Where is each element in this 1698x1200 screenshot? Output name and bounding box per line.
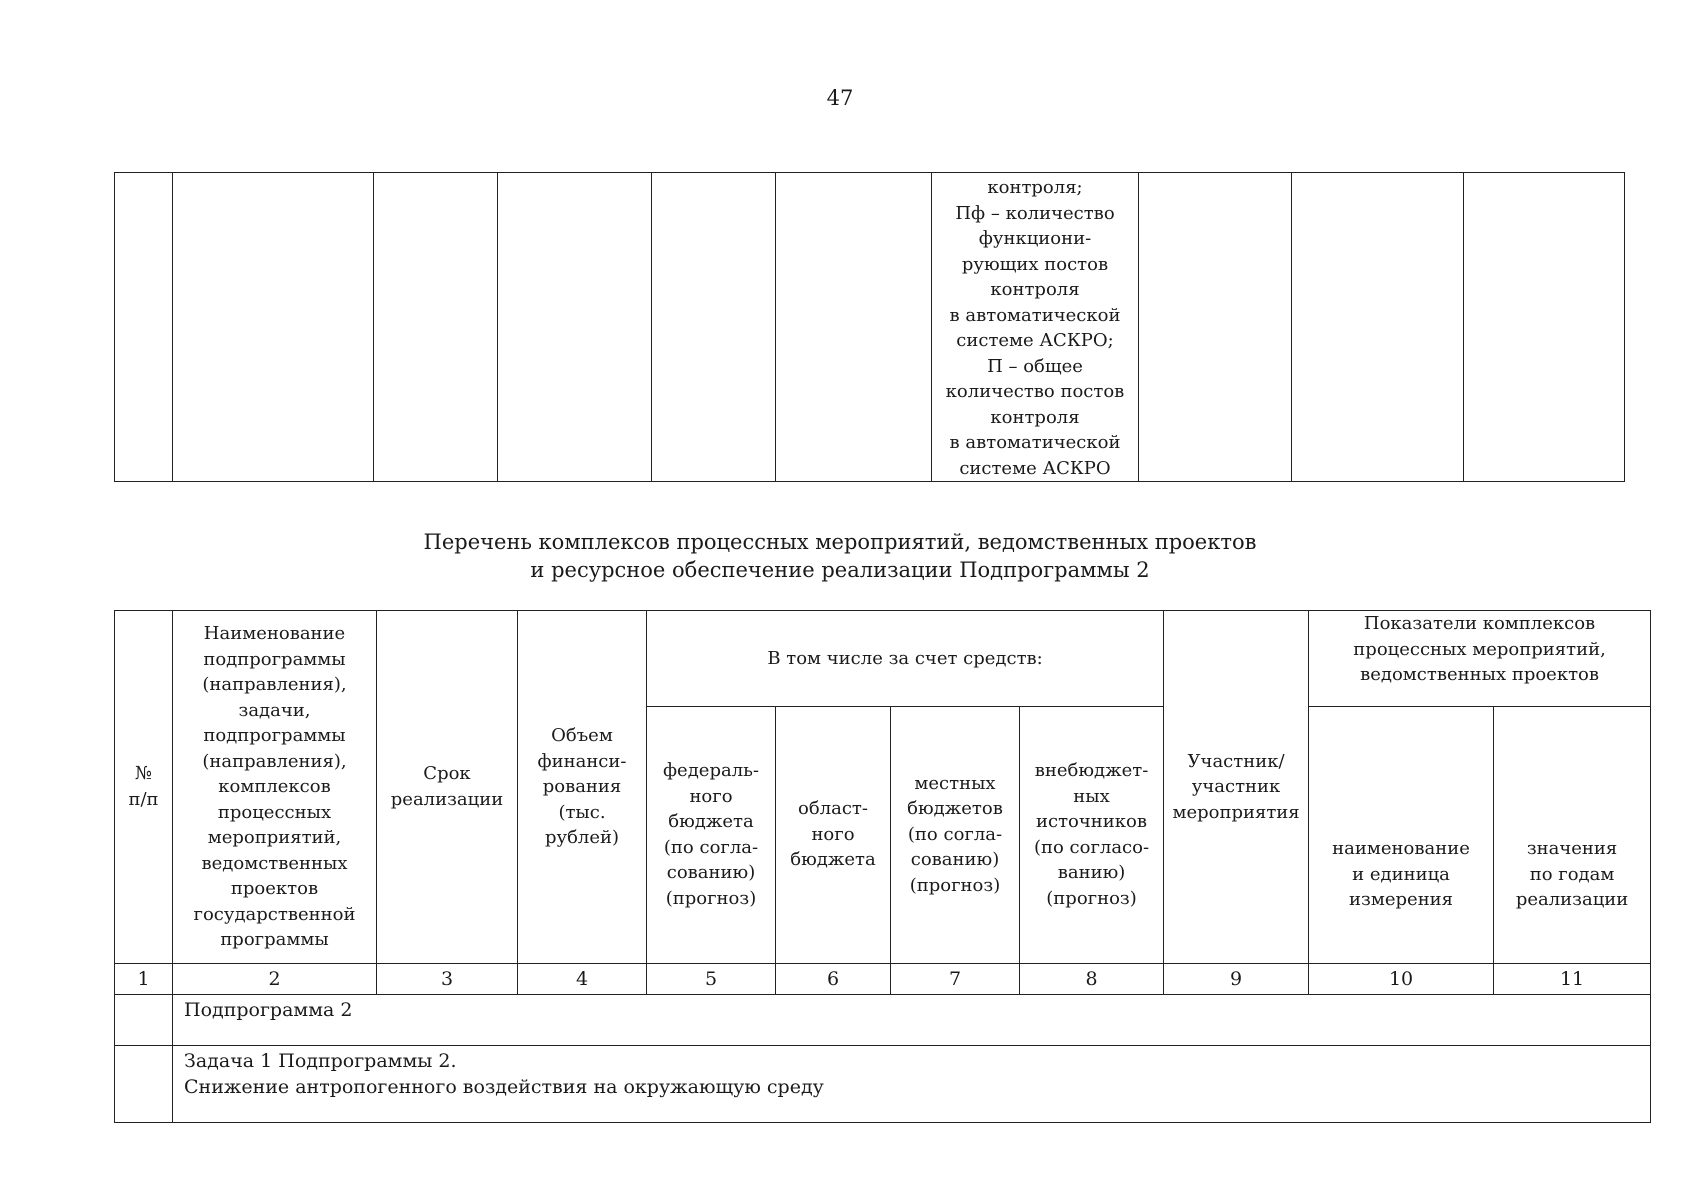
- text-line: рублей): [544, 827, 620, 848]
- column-number: 2: [173, 963, 377, 994]
- continuation-row: [115, 173, 1625, 482]
- text-line: финанси-: [537, 750, 627, 772]
- page-number: 47: [826, 86, 854, 110]
- text-line: значения: [1526, 838, 1618, 860]
- text-line: Срок: [423, 763, 471, 785]
- section-heading: [0, 528, 1680, 584]
- text-line: контроля: [990, 279, 1080, 300]
- header-local: [891, 706, 1020, 963]
- text-line: подпрограммы: [203, 725, 346, 746]
- text-line: системе АСКРО: [959, 457, 1111, 479]
- header-indicators-group: [1309, 611, 1651, 707]
- text-line: (прогноз): [665, 887, 757, 909]
- cell: [1464, 173, 1625, 482]
- header-federal: [647, 706, 776, 963]
- column-numbers-row: [115, 963, 1651, 994]
- cell: [1292, 173, 1464, 482]
- column-number: 3: [377, 963, 518, 994]
- text-line: (направления),: [202, 674, 347, 695]
- text-line: контроля: [990, 406, 1080, 428]
- text-line: реализации: [1515, 889, 1629, 911]
- measures-table: [114, 610, 1651, 1123]
- cell: [652, 173, 776, 482]
- column-number: 7: [891, 963, 1020, 994]
- text-line: Задача 1 Подпрограммы 2.: [184, 1049, 457, 1072]
- text-line: количество постов: [945, 381, 1125, 402]
- text-line: участник: [1191, 776, 1281, 797]
- column-number: 6: [776, 963, 891, 994]
- text-line: Наименование: [203, 623, 346, 644]
- text-line: системе АСКРО;: [956, 330, 1114, 351]
- text-line: мероприятий,: [207, 827, 342, 848]
- cell: [173, 173, 374, 482]
- text-line: бюджета: [668, 811, 754, 832]
- text-line: (прогноз): [909, 874, 1001, 896]
- text-line: государственной: [193, 903, 356, 925]
- text-line: процессных: [217, 801, 332, 823]
- header-num: [115, 611, 173, 964]
- header-regional: [776, 706, 891, 963]
- text-line: подпрограммы: [203, 648, 346, 670]
- column-number: 8: [1020, 963, 1164, 994]
- text-line: п/п: [128, 788, 159, 810]
- column-number: 4: [518, 963, 647, 994]
- text-line: Объем: [551, 725, 613, 746]
- text-line: (по согласо-: [1033, 836, 1150, 858]
- text-line: задачи,: [238, 699, 311, 721]
- text-line: ных: [1073, 785, 1110, 807]
- column-number: 11: [1494, 963, 1651, 994]
- text-line: проектов: [230, 878, 319, 899]
- text-line: программы: [220, 929, 329, 950]
- text-line: ного: [689, 785, 733, 807]
- text-line: в автоматической: [949, 432, 1121, 453]
- text-line: процессных мероприятий,: [1353, 638, 1606, 660]
- cell: [776, 173, 932, 482]
- subprogram-row: [115, 994, 1651, 1045]
- text-line: Подпрограмма 2: [184, 998, 353, 1021]
- text-line: мероприятия: [1172, 801, 1300, 823]
- text-line: в автоматической: [949, 304, 1121, 326]
- cell: [1139, 173, 1292, 482]
- text-line: (прогноз): [1046, 887, 1137, 909]
- header-volume: [518, 611, 647, 964]
- heading-line-2: и ресурсное обеспечение реализации Подпрограммы 2: [530, 558, 1150, 582]
- text-line: (тыс.: [558, 801, 606, 823]
- continuation-table: [114, 172, 1625, 482]
- text-line: Пф – количество: [955, 202, 1115, 224]
- text-line: сованию): [666, 862, 756, 883]
- header-participant: [1164, 611, 1309, 964]
- text-line: местных: [914, 772, 996, 794]
- text-line: (по согла-: [663, 836, 759, 858]
- text-line: ного: [811, 823, 855, 845]
- text-line: комплексов: [218, 776, 331, 797]
- text-line: рования: [542, 776, 622, 797]
- cell: [115, 994, 173, 1045]
- cell: [498, 173, 652, 482]
- header-including-group: В том числе за счет средств:: [647, 611, 1164, 707]
- text-line: ванию): [1057, 862, 1126, 883]
- text-line: Участник/: [1187, 750, 1285, 772]
- text-line: и единица: [1352, 863, 1450, 885]
- text-line: функциони-: [978, 228, 1092, 249]
- cell: [115, 1045, 173, 1122]
- formula-cell: [932, 173, 1139, 482]
- header-term: [377, 611, 518, 964]
- text-line: наименование: [1332, 838, 1470, 860]
- column-number: 9: [1164, 963, 1309, 994]
- cell: [374, 173, 498, 482]
- column-number: 1: [115, 963, 173, 994]
- header-indicator-name: [1309, 706, 1494, 963]
- text-line: источников: [1036, 811, 1148, 832]
- cell: [115, 173, 173, 482]
- text-line: федераль-: [662, 760, 760, 781]
- text-line: контроля;: [987, 177, 1083, 198]
- text-line: по годам: [1529, 863, 1615, 885]
- task-row: [115, 1045, 1651, 1122]
- text-line: област-: [798, 798, 868, 820]
- text-line: бюджетов: [907, 798, 1003, 820]
- header-indicator-values: [1494, 706, 1651, 963]
- text-line: бюджета: [790, 849, 876, 871]
- heading-line-1: Перечень комплексов процессных мероприятий, ведомственных проектов: [423, 530, 1257, 554]
- text-line: ведомственных: [201, 852, 348, 874]
- header-name: [173, 611, 377, 964]
- text-line: (направления),: [202, 750, 347, 772]
- task-title: [173, 1045, 1651, 1122]
- header-row-1: [115, 611, 1651, 707]
- subprogram-title: [173, 994, 1651, 1045]
- text-line: рующих постов: [961, 253, 1109, 275]
- text-line: ведомственных проектов: [1360, 664, 1600, 685]
- text-line: сованию): [910, 849, 1000, 871]
- column-number: 5: [647, 963, 776, 994]
- text-line: внебюджет-: [1034, 760, 1149, 781]
- text-line: Показатели комплексов: [1363, 613, 1596, 634]
- text-line: №: [134, 763, 153, 785]
- text-line: реализации: [390, 788, 504, 810]
- header-extrabudget: [1020, 706, 1164, 963]
- text-line: Снижение антропогенного воздействия на окружающую среду: [184, 1075, 824, 1098]
- column-number: 10: [1309, 963, 1494, 994]
- text-line: измерения: [1349, 889, 1454, 911]
- text-line: (по согла-: [907, 823, 1003, 845]
- text-line: П – общее: [987, 355, 1083, 377]
